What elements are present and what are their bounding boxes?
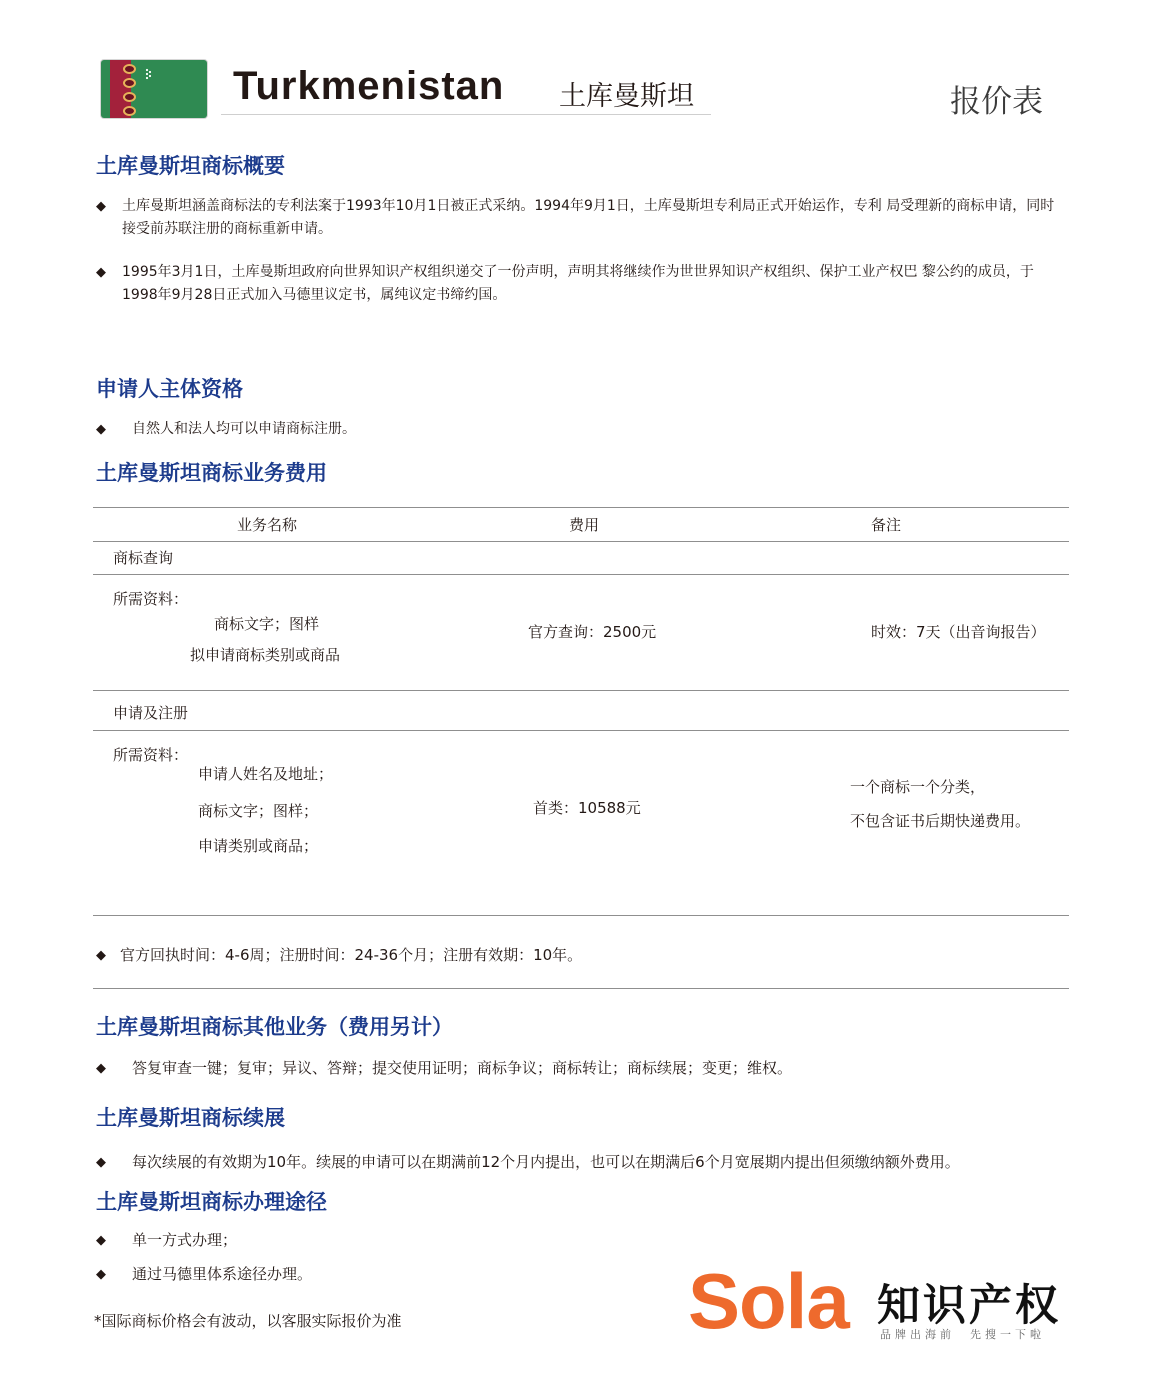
other-services-text: 答复审查一键；复审；异议、答辩；提交使用证明；商标争议；商标转让；商标续展；变更；维权。: [132, 1059, 793, 1077]
registration-service-name: 申请及注册: [113, 704, 189, 722]
price-sheet-label: 报价表: [950, 84, 1043, 120]
column-header-fee: 费用: [569, 516, 600, 534]
table-rule: [93, 730, 1069, 731]
registration-note-line: 不包含证书后期快递费用。: [850, 812, 1031, 830]
title-underline: [221, 114, 711, 115]
sola-logo-chinese: 知识产权: [877, 1281, 1061, 1331]
overview-heading: 土库曼斯坦商标概要: [96, 154, 285, 178]
bullet-diamond-icon: ◆: [96, 1155, 106, 1170]
overview-item-1-text: 土库曼斯坦涵盖商标法的专利法案于1993年10月1日被正式采纳。1994年9月1日，土库曼斯坦专利局正式开始运作，专利 局受理新的商标申请，同时接受前苏联注册的商标重新申请。: [122, 198, 1055, 237]
flag-gul-motif: [123, 106, 136, 116]
flag-gul-motif: [123, 92, 136, 102]
bullet-diamond-icon: ◆: [96, 265, 106, 280]
applicant-item-text: 自然人和法人均可以申请商标注册。: [132, 421, 356, 437]
flag-crescent-icon: [133, 64, 157, 84]
search-materials-label: 所需资料：: [113, 590, 189, 608]
registration-material-item: 申请人姓名及地址；: [198, 765, 334, 783]
table-rule: [93, 690, 1069, 691]
renewal-text: 每次续展的有效期为10年。续展的申请可以在期满前12个月内提出，也可以在期满后6个月宽展期内提出但须缴纳额外费用。: [132, 1153, 960, 1171]
registration-material-item: 申请类别或商品；: [198, 837, 319, 855]
section-rule: [93, 988, 1069, 989]
bullet-diamond-icon: ◆: [96, 1061, 106, 1076]
timeline-text: 官方回执时间：4-6周；注册时间：24-36个月；注册有效期：10年。: [120, 946, 583, 964]
sola-logo-slogan: 品牌出海前 先搜一下啦: [880, 1328, 1045, 1341]
page-title-english: Turkmenistan: [233, 64, 505, 108]
registration-material-item: 商标文字；图样；: [198, 802, 319, 820]
column-header-service: 业务名称: [237, 516, 298, 534]
routes-heading: 土库曼斯坦商标办理途径: [96, 1190, 327, 1214]
routes-item-text: 单一方式办理；: [132, 1231, 238, 1249]
routes-item-text: 通过马德里体系途径办理。: [132, 1265, 313, 1283]
renewal-heading: 土库曼斯坦商标续展: [96, 1106, 285, 1130]
page-title-chinese: 土库曼斯坦: [559, 81, 694, 112]
table-rule: [93, 915, 1069, 916]
bullet-diamond-icon: ◆: [96, 199, 106, 214]
bullet-diamond-icon: ◆: [96, 948, 106, 963]
overview-item-2-text: 1995年3月1日，土库曼斯坦政府向世界知识产权组织递交了一份声明，声明其将继续作为世世界知识产权组织、保护工业产权巴 黎公约的成员，于1998年9月28日正式加入马德里议定书，属纯议定书缔约国。: [122, 264, 1034, 303]
bullet-diamond-icon: ◆: [96, 422, 106, 437]
applicant-heading: 申请人主体资格: [96, 377, 243, 401]
column-header-note: 备注: [871, 516, 902, 534]
turkmenistan-flag-icon: [101, 60, 207, 118]
search-material-item: 商标文字；图样: [214, 615, 320, 633]
search-note: 时效：7天（出音询报告）: [871, 623, 1046, 641]
registration-materials-label: 所需资料：: [113, 746, 189, 764]
bullet-diamond-icon: ◆: [96, 1267, 106, 1282]
bullet-diamond-icon: ◆: [96, 1233, 106, 1248]
price-footnote: *国际商标价格会有波动，以客服实际报价为准: [94, 1312, 402, 1330]
sola-logo-wordmark: Sola: [688, 1257, 849, 1345]
other-services-heading: 土库曼斯坦商标其他业务（费用另计）: [96, 1015, 453, 1039]
fees-heading: 土库曼斯坦商标业务费用: [96, 461, 327, 485]
search-material-item: 拟申请商标类别或商品: [190, 646, 341, 664]
flag-carpet-stripe: [110, 60, 131, 118]
table-rule: [93, 541, 1069, 542]
table-rule: [93, 574, 1069, 575]
search-fee: 官方查询：2500元: [528, 623, 657, 641]
registration-note-line: 一个商标一个分类，: [850, 778, 986, 796]
table-rule: [93, 507, 1069, 508]
registration-fee: 首类：10588元: [533, 799, 641, 817]
search-service-name: 商标查询: [113, 549, 174, 567]
